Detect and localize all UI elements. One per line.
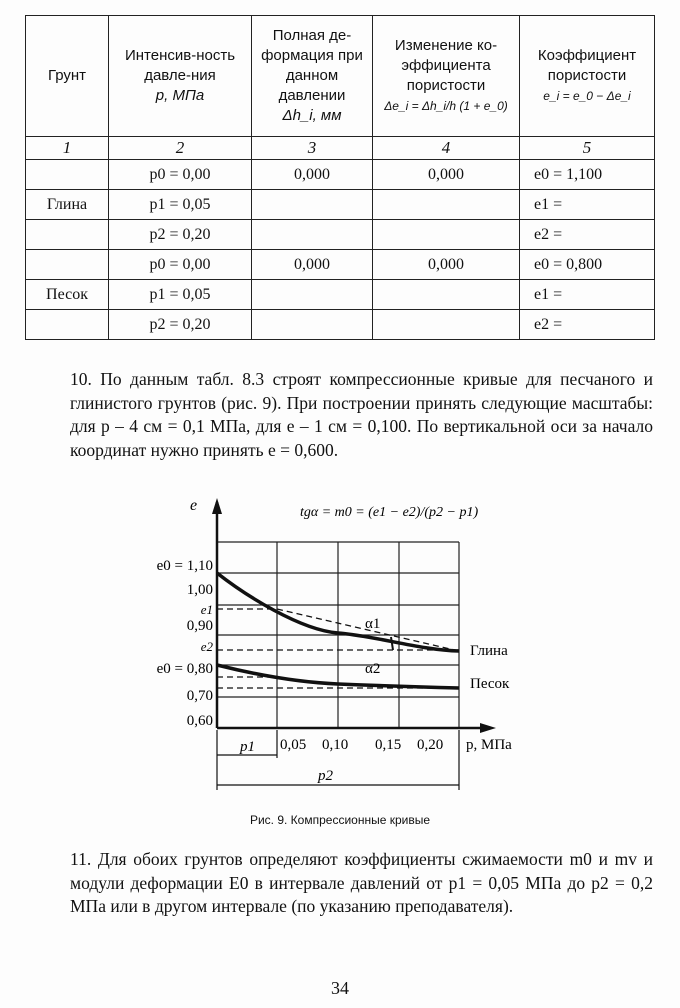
cell <box>252 220 373 250</box>
x-tick: 0,05 <box>280 737 307 753</box>
table-header <box>26 16 655 137</box>
y-axis-arrow-icon <box>212 498 222 514</box>
cell: 0,000 <box>252 250 373 280</box>
col-num: 5 <box>520 137 655 160</box>
cell: p0 = 0,00 <box>109 160 252 190</box>
cell: e1 = <box>520 190 655 220</box>
header-unit: Δh_i, мм <box>282 107 342 124</box>
formula: tgα = m0 = (e1 − e2)/(p2 − p1) <box>300 505 479 520</box>
header-soil: Грунт <box>26 16 109 137</box>
x-axis-label: p, МПа <box>466 737 512 753</box>
y-mark: e1 <box>200 602 213 617</box>
cell <box>373 310 520 340</box>
header-text: Интенсив-ность давле-ния <box>124 47 236 84</box>
paragraph-10 <box>38 368 653 462</box>
cell <box>26 160 109 190</box>
header-porosity-change <box>373 16 520 137</box>
y-tick: e0 = 0,80 <box>156 661 213 677</box>
y-tick: 0,70 <box>186 688 213 704</box>
cell <box>26 220 109 250</box>
alpha1-label: α1 <box>365 616 381 632</box>
col-num: 1 <box>26 137 109 160</box>
figure-caption: Рис. 9. Компрессионные кривые <box>249 813 431 827</box>
cell: e0 = 0,800 <box>520 250 655 280</box>
y-tick: 1,00 <box>186 582 213 598</box>
y-tick-labels <box>157 558 214 729</box>
table-row <box>26 280 655 310</box>
y-tick: 0,90 <box>186 618 213 634</box>
header-unit: Δe_i = Δh_i/h (1 + e_0) <box>384 99 508 113</box>
paragraph-text: 10. По данным табл. 8.3 строят компрессионные кривые для песчаного и глинистого грунтов (рис. 9). При построении принять следующие масштабы: для p – 4 см = 0,1 МПа, для e – 1 см = 0,100. По вертикальной оси за начало координат нужно принять e = 0,600. <box>70 369 653 460</box>
cell: e2 = <box>520 310 655 340</box>
alpha1-mark <box>391 637 393 650</box>
clay-label: Глина <box>470 643 508 659</box>
paragraph-text: 11. Для обоих грунтов определяют коэффициенты сжимаемости m0 и mv и модули деформации E0 в интервале давлений от p1 = 0,05 МПа до p2 = 0,2 МПа или в другом интервале (по указанию преподавателя). <box>70 849 653 916</box>
table-row <box>26 220 655 250</box>
header-unit: p, МПа <box>155 87 205 104</box>
page-number: 34 <box>331 978 349 998</box>
cell: e2 = <box>520 220 655 250</box>
x-tick: 0,20 <box>417 737 444 753</box>
x-axis-arrow-icon <box>480 723 496 733</box>
col-num: 4 <box>373 137 520 160</box>
cell: 0,000 <box>373 160 520 190</box>
cell: p2 = 0,20 <box>109 310 252 340</box>
paragraph-11 <box>38 848 653 919</box>
cell <box>252 190 373 220</box>
cell: 0,000 <box>252 160 373 190</box>
grid <box>217 542 459 728</box>
header-text: Полная де-формация при данном давлении <box>261 27 363 104</box>
y-axis-label: e <box>190 497 198 514</box>
cell <box>252 310 373 340</box>
cell: p2 = 0,20 <box>109 220 252 250</box>
header-unit: e_i = e_0 − Δe_i <box>543 89 631 103</box>
col-num: 3 <box>252 137 373 160</box>
cell: Глина <box>26 190 109 220</box>
cell: p0 = 0,00 <box>109 250 252 280</box>
table-row <box>26 310 655 340</box>
col-num: 2 <box>109 137 252 160</box>
p1-label: p1 <box>240 739 255 755</box>
cell: 0,000 <box>373 250 520 280</box>
soil-table <box>25 15 655 340</box>
cell <box>373 190 520 220</box>
header-text: Изменение ко-эффициента пористости <box>394 37 498 94</box>
header-pressure <box>109 16 252 137</box>
column-numbers <box>26 137 655 160</box>
alpha2-label: α2 <box>365 661 381 677</box>
cell <box>252 280 373 310</box>
sand-label: Песок <box>470 676 510 692</box>
header-deformation <box>252 16 373 137</box>
cell: Песок <box>26 280 109 310</box>
cell <box>26 250 109 280</box>
table-row <box>26 250 655 280</box>
compression-curves-figure <box>0 490 680 810</box>
table-row <box>26 160 655 190</box>
cell <box>373 220 520 250</box>
p2-label: p2 <box>318 768 333 784</box>
cell: e1 = <box>520 280 655 310</box>
x-tick: 0,10 <box>322 737 349 753</box>
cell <box>373 280 520 310</box>
cell: p1 = 0,05 <box>109 190 252 220</box>
cell: e0 = 1,100 <box>520 160 655 190</box>
y-tick: 0,60 <box>186 713 213 729</box>
x-tick: 0,15 <box>375 737 402 753</box>
table-row <box>26 190 655 220</box>
header-porosity <box>520 16 655 137</box>
cell: p1 = 0,05 <box>109 280 252 310</box>
cell <box>26 310 109 340</box>
header-text: Коэффициент пористости <box>537 47 637 84</box>
y-tick: e0 = 1,10 <box>156 558 213 574</box>
x-tick-labels <box>280 737 443 753</box>
y-mark: e2 <box>200 639 213 654</box>
